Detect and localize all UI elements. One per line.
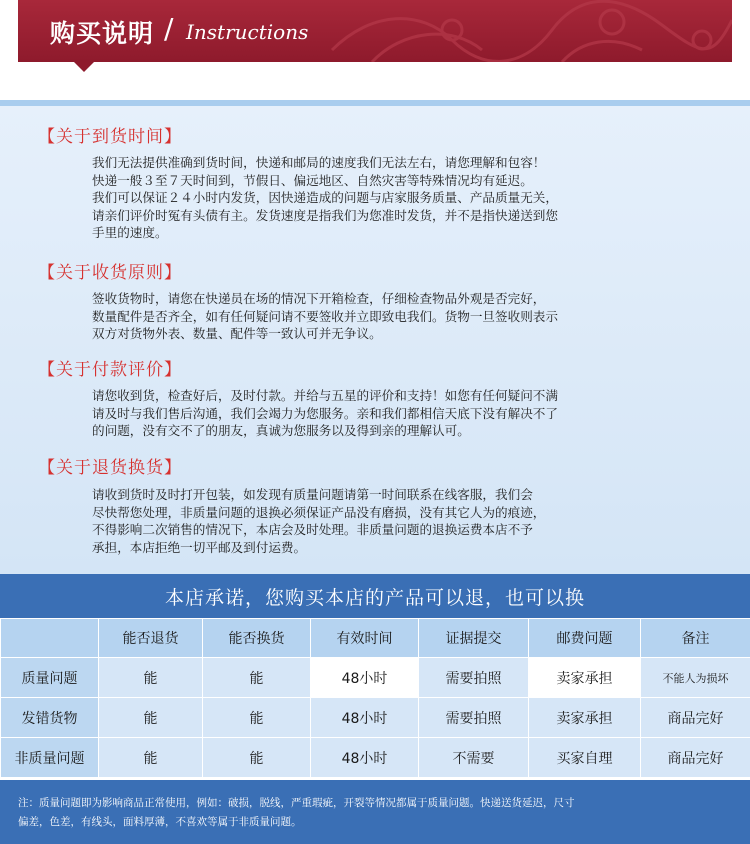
table-cell: 能 <box>99 698 203 738</box>
table-row <box>1 738 750 778</box>
section-body-returns <box>92 486 724 556</box>
row-header: 非质量问题 <box>1 738 99 778</box>
header-banner <box>18 0 732 62</box>
footnote-text <box>18 794 728 832</box>
column-header: 能否换货 <box>203 619 311 658</box>
ornament-swirl-icon <box>312 0 732 62</box>
text-line: 不得影响二次销售的情况下，本店会及时处理。非质量问题的退换运费本店不予 <box>92 522 533 537</box>
column-header: 能否退货 <box>99 619 203 658</box>
table-row <box>1 658 750 698</box>
text-line: 手里的速度。 <box>92 225 168 240</box>
table-cell: 能 <box>203 698 311 738</box>
table-cell: 不能人为损坏 <box>641 658 750 698</box>
section-title-returns: 【关于退货换货】 <box>38 458 182 478</box>
text-line: 我们无法提供准确到货时间，快递和邮局的速度我们无法左右，请您理解和包容！ <box>92 155 546 170</box>
table-cell: 能 <box>203 658 311 698</box>
table-cell: 需要拍照 <box>419 698 529 738</box>
table-cell: 48小时 <box>311 738 419 778</box>
text-line: 我们可以保证２４小时内发货，因快递造成的问题与店家服务质量、产品质量无关， <box>92 190 558 205</box>
section-body-receiving <box>92 290 724 343</box>
section-body-payment-review <box>92 387 724 440</box>
column-header: 邮费问题 <box>529 619 641 658</box>
text-line: 注：质量问题即为影响商品正常使用，例如：破损，脱线，严重瑕疵，开裂等情况都属于质量问题。快递送货延迟，尺寸 <box>18 797 575 809</box>
table-cell: 卖家承担 <box>529 698 641 738</box>
return-policy-table <box>0 618 750 778</box>
text-line: 偏差，色差，有线头，面料厚薄，不喜欢等属于非质量问题。 <box>18 816 302 828</box>
text-line: 数量配件是否齐全，如有任何疑问请不要签收并立即致电我们。货物一旦签收则表示 <box>92 308 558 324</box>
banner-pointer-icon <box>72 60 96 72</box>
store-promise-bar: 本店承诺，您购买本店的产品可以退，也可以换 <box>0 574 750 618</box>
text-line: 双方对货物外表、数量、配件等一致认可并无争议。 <box>92 326 382 341</box>
table-row <box>1 698 750 738</box>
column-header: 证据提交 <box>419 619 529 658</box>
column-header: 有效时间 <box>311 619 419 658</box>
text-line: 尽快帮您处理，非质量问题的退换必须保证产品没有磨损，没有其它人为的痕迹， <box>92 504 546 520</box>
table-cell: 买家自理 <box>529 738 641 778</box>
table-header-row <box>1 619 750 658</box>
banner-separator: / <box>164 12 174 45</box>
banner-title: 购买说明 <box>50 19 155 48</box>
table-cell: 不需要 <box>419 738 529 778</box>
column-header: 备注 <box>641 619 750 658</box>
text-line: 的问题，没有交不了的朋友，真诚为您服务以及得到亲的理解认可。 <box>92 423 470 438</box>
table-cell: 需要拍照 <box>419 658 529 698</box>
text-line: 请及时与我们售后沟通，我们会竭力为您服务。亲和我们都相信天底下没有解决不了 <box>92 405 558 421</box>
row-header: 发错货物 <box>1 698 99 738</box>
row-header: 质量问题 <box>1 658 99 698</box>
panel-top-strip <box>0 100 750 106</box>
text-line: 请收到货时及时打开包装，如发现有质量问题请第一时间联系在线客服，我们会 <box>92 487 533 502</box>
column-header <box>1 619 99 658</box>
text-line: 承担，本店拒绝一切平邮及到付运费。 <box>92 539 307 555</box>
text-line: 请您收到货，检查好后，及时付款。并给与五星的评价和支持！如您有任何疑问不满 <box>92 388 558 403</box>
banner-subtitle: Instructions <box>186 20 309 44</box>
section-title-payment-review: 【关于付款评价】 <box>38 360 182 380</box>
text-line: 请亲们评价时冤有头债有主。发货速度是指我们为您准时发货，并不是指快递送到您 <box>92 207 558 223</box>
table-cell: 48小时 <box>311 658 419 698</box>
table-cell: 商品完好 <box>641 738 750 778</box>
table-cell: 能 <box>99 738 203 778</box>
table-cell: 48小时 <box>311 698 419 738</box>
table-cell: 能 <box>99 658 203 698</box>
section-body-delivery-time <box>92 154 724 242</box>
footnote-bar <box>0 780 750 844</box>
text-line: 快递一般３至７天时间到，节假日、偏远地区、自然灾害等特殊情况均有延迟。 <box>92 172 533 188</box>
table-cell: 卖家承担 <box>529 658 641 698</box>
table-cell: 商品完好 <box>641 698 750 738</box>
section-title-delivery-time: 【关于到货时间】 <box>38 127 182 147</box>
section-title-receiving: 【关于收货原则】 <box>38 263 182 283</box>
text-line: 签收货物时，请您在快递员在场的情况下开箱检查，仔细检查物品外观是否完好， <box>92 291 546 306</box>
table-cell: 能 <box>203 738 311 778</box>
